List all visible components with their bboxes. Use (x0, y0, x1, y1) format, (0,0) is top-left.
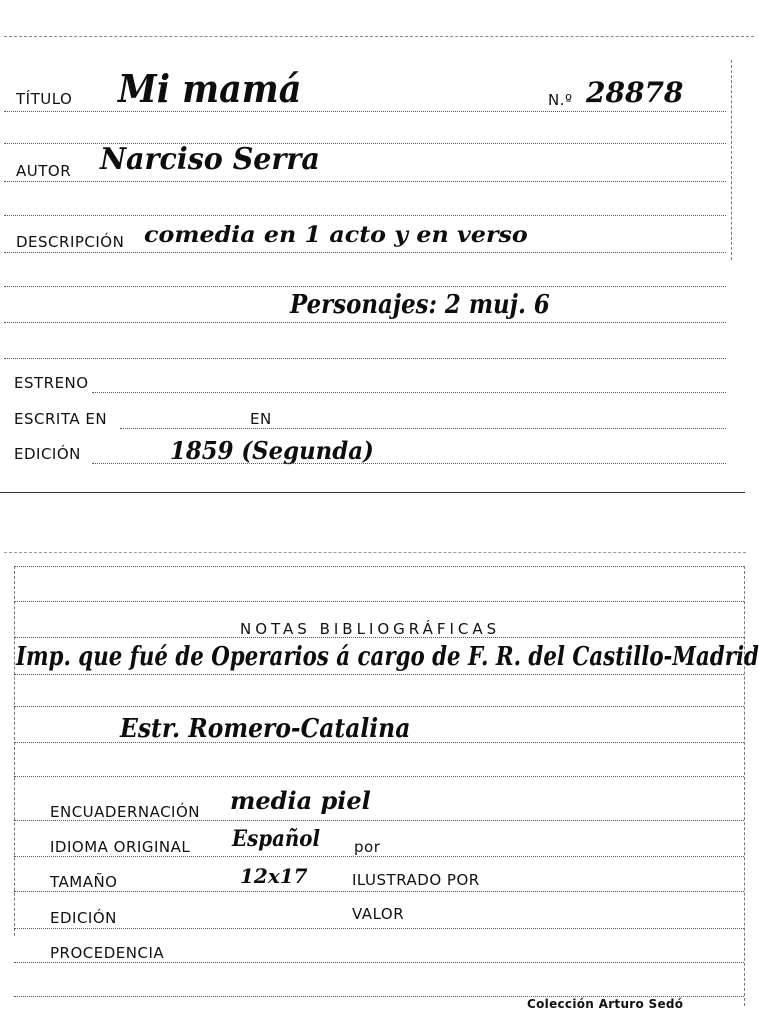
procedencia-line (14, 962, 744, 963)
titulo-line (4, 111, 726, 112)
card2-right-edge (744, 566, 745, 1006)
descripcion-value: comedia en 1 acto y en verso (144, 222, 528, 248)
notas-heading: NOTAS BIBLIOGRÁFICAS (240, 620, 501, 638)
note-line-2: Estr. Romero-Catalina (120, 714, 411, 744)
tamano-value: 12x17 (240, 864, 308, 888)
ruled-line (4, 215, 726, 216)
ruled-line (14, 706, 744, 707)
card1-bottom-edge (0, 492, 745, 493)
edicion-label: EDICIÓN (14, 445, 81, 463)
escrita-line (120, 428, 726, 429)
valor-label: VALOR (352, 905, 405, 923)
titulo-value: Mi mamá (118, 66, 302, 111)
descripcion-line (4, 252, 726, 253)
personajes-value: Personajes: 2 muj. 6 (290, 290, 550, 320)
idioma-label: IDIOMA ORIGINAL (50, 838, 191, 856)
encuadernacion-label: ENCUADERNACIÓN (50, 803, 201, 821)
note-line-1: Imp. que fué de Operarios á cargo de F. R. del Castillo-Madrid (16, 642, 759, 672)
card1-top-edge (4, 36, 754, 37)
edicion-value: 1859 (Segunda) (170, 436, 374, 465)
por-label: por (354, 838, 381, 856)
card1-right-edge (731, 60, 732, 260)
estreno-line (92, 392, 726, 393)
ruled-line (14, 742, 744, 743)
en-label: EN (250, 410, 272, 428)
tamano-label: TAMAÑO (50, 873, 118, 891)
ruled-line (4, 286, 726, 287)
idioma-value: Español (232, 826, 321, 852)
titulo-label: TÍTULO (16, 90, 73, 108)
encuadernacion-value: media piel (230, 786, 371, 815)
numero-value: 28878 (586, 76, 684, 109)
edicion-line (92, 463, 726, 464)
card2-top-rule (14, 566, 744, 567)
edicion2-label: EDICIÓN (50, 909, 117, 927)
estreno-label: ESTRENO (14, 374, 89, 392)
autor-value: Narciso Serra (100, 142, 320, 177)
card2-top-edge (4, 552, 746, 553)
procedencia-label: PROCEDENCIA (50, 944, 165, 962)
personajes-line (4, 322, 726, 323)
ruled-line (14, 674, 744, 675)
heading-line (14, 637, 744, 638)
escrita-label: ESCRITA EN (14, 410, 108, 428)
ruled-line (14, 776, 744, 777)
idioma-line (14, 856, 744, 857)
ruled-line (14, 601, 744, 602)
edicion2-line (14, 928, 744, 929)
descripcion-label: DESCRIPCIÓN (16, 233, 125, 251)
encuadernacion-line (14, 820, 744, 821)
autor-label: AUTOR (16, 162, 72, 180)
numero-label: N.º (548, 91, 573, 109)
autor-line (4, 181, 726, 182)
tamano-line (14, 891, 744, 892)
collection-footer: Colección Arturo Sedó (527, 997, 684, 1011)
card2-left-edge (14, 566, 15, 936)
ilustrado-label: ILUSTRADO POR (352, 871, 480, 889)
ruled-line (4, 358, 726, 359)
